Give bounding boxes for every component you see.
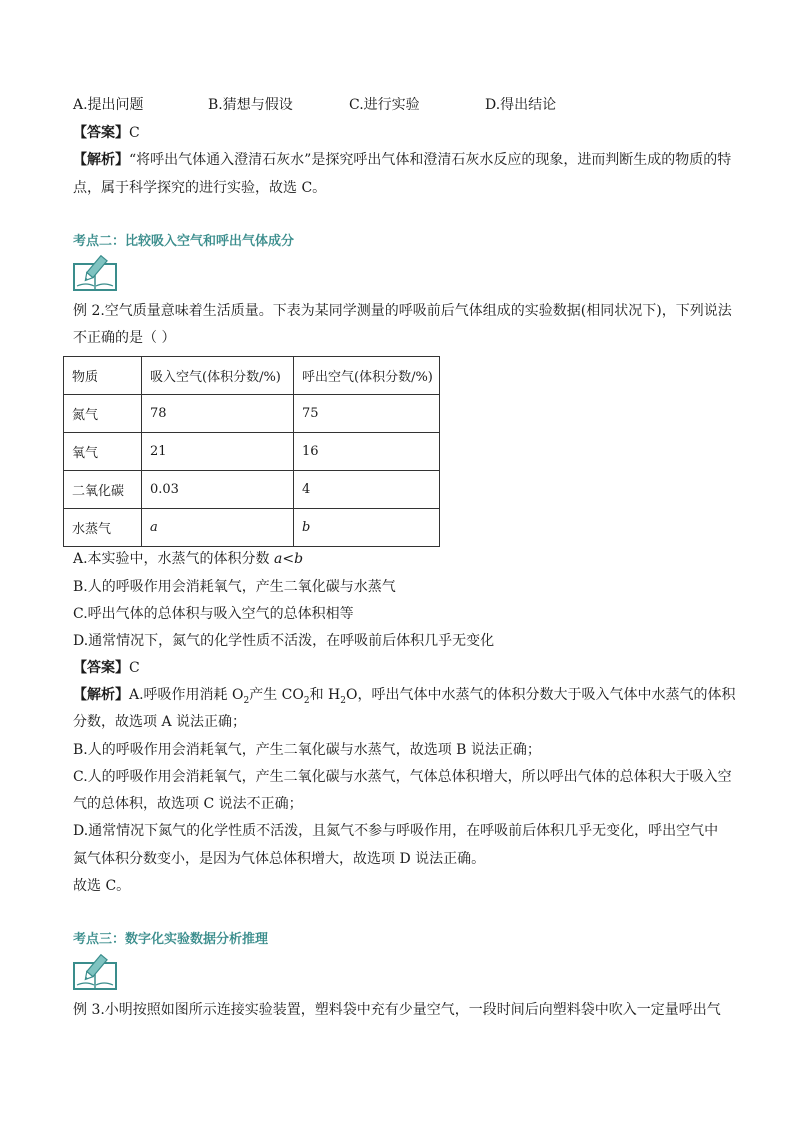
table-cell: 21 [142, 433, 294, 471]
answer-tag: 【答案】 [73, 125, 129, 141]
q2-analysis-c-line2: 气的总体积，故选项 C 说法不正确； [73, 796, 303, 812]
q1-option-a: A.提出问题 [73, 97, 144, 113]
subscript: 2 [303, 695, 310, 706]
q1-analysis-line2: 点，属于科学探究的进行实验，故选 C。 [73, 180, 327, 196]
book-pencil-icon [73, 954, 117, 990]
q2-option-a-text: A.本实验中，水蒸气的体积分数 [73, 551, 275, 567]
q2-answer [73, 658, 140, 678]
q2-stem-line2: 不正确的是（ ） [73, 330, 176, 346]
answer-tag: 【答案】 [73, 660, 129, 676]
table-cell: 0.03 [142, 471, 294, 509]
q3-stem-line1: 例 3.小明按照如图所示连接实验装置，塑料袋中充有少量空气，一段时间后向塑料袋中吹入一定量呼出气 [73, 1002, 721, 1018]
table-row [64, 395, 440, 433]
q2-option-a [73, 549, 303, 569]
subscript: 2 [243, 695, 250, 706]
table-header: 吸入空气(体积分数/%) [142, 357, 294, 395]
analysis-tag: 【解析】 [73, 687, 129, 703]
q1-option-d: D.得出结论 [485, 97, 557, 113]
analysis-text: O，呼出气体中水蒸气的体积分数大于吸入气体中水蒸气的体积 [346, 687, 736, 703]
book-pencil-icon [73, 255, 117, 291]
q1-option-c: C.进行实验 [349, 97, 420, 113]
q1-option-b: B.猜想与假设 [208, 97, 293, 113]
q2-analysis-a-line2: 分数，故选项 A 说法正确； [73, 714, 247, 730]
q2-analysis-b: B.人的呼吸作用会消耗氧气，产生二氧化碳与水蒸气，故选项 B 说法正确； [73, 742, 541, 758]
q2-option-d: D.通常情况下，氮气的化学性质不活泼，在呼吸前后体积几乎无变化 [73, 633, 495, 649]
answer-value: C [129, 125, 140, 141]
table-cell: 氮气 [64, 395, 142, 433]
table-cell: 16 [294, 433, 440, 471]
table-row [64, 509, 440, 547]
section2-heading: 考点二：比较吸入空气和呼出气体成分 [73, 234, 295, 249]
q1-answer [73, 123, 140, 143]
analysis-text: 产生 CO [249, 687, 304, 703]
table-cell: 氧气 [64, 433, 142, 471]
analysis-tag: 【解析】 [73, 152, 129, 168]
table-cell: a [142, 509, 294, 547]
q2-analysis-d-line2: 氮气体积分数变小，是因为气体总体积增大，故选项 D 说法正确。 [73, 851, 486, 867]
table-cell: 二氧化碳 [64, 471, 142, 509]
answer-value: C [129, 660, 140, 676]
table-row [64, 433, 440, 471]
table-cell: 75 [294, 395, 440, 433]
table-row [64, 471, 440, 509]
q2-analysis-d-line1: D.通常情况下氮气的化学性质不活泼，且氮气不参与呼吸作用，在呼吸前后体积几乎无变化，呼出空气中 [73, 823, 719, 839]
q2-analysis-a-line1 [73, 685, 736, 711]
section3-heading: 考点三：数字化实验数据分析推理 [73, 932, 269, 947]
q2-option-a-expr: a<b [274, 551, 304, 567]
table-cell: 78 [142, 395, 294, 433]
subscript: 2 [340, 695, 347, 706]
table-cell: b [294, 509, 440, 547]
analysis-text: A.呼吸作用消耗 O [129, 687, 244, 703]
analysis-text: 和 H [309, 687, 341, 703]
table-header: 物质 [64, 357, 142, 395]
table-cell: 4 [294, 471, 440, 509]
table-header: 呼出空气(体积分数/%) [294, 357, 440, 395]
gas-composition-table [63, 356, 440, 547]
table-cell: 水蒸气 [64, 509, 142, 547]
q2-option-c: C.呼出气体的总体积与吸入空气的总体积相等 [73, 606, 354, 622]
table-header-row [64, 357, 440, 395]
q2-option-b: B.人的呼吸作用会消耗氧气，产生二氧化碳与水蒸气 [73, 579, 396, 595]
q2-stem-line1: 例 2.空气质量意味着生活质量。下表为某同学测量的呼吸前后气体组成的实验数据(相同状况下)，下列说法 [73, 303, 732, 319]
q1-analysis-line1 [73, 150, 731, 170]
q2-conclusion: 故选 C。 [73, 878, 131, 894]
analysis-text: “将呼出气体通入澄清石灰水”是探究呼出气体和澄清石灰水反应的现象，进而判断生成的物质的特 [129, 152, 732, 168]
q2-analysis-c-line1: C.人的呼吸作用会消耗氧气，产生二氧化碳与水蒸气，气体总体积增大，所以呼出气体的总体积大于吸入空 [73, 769, 732, 785]
